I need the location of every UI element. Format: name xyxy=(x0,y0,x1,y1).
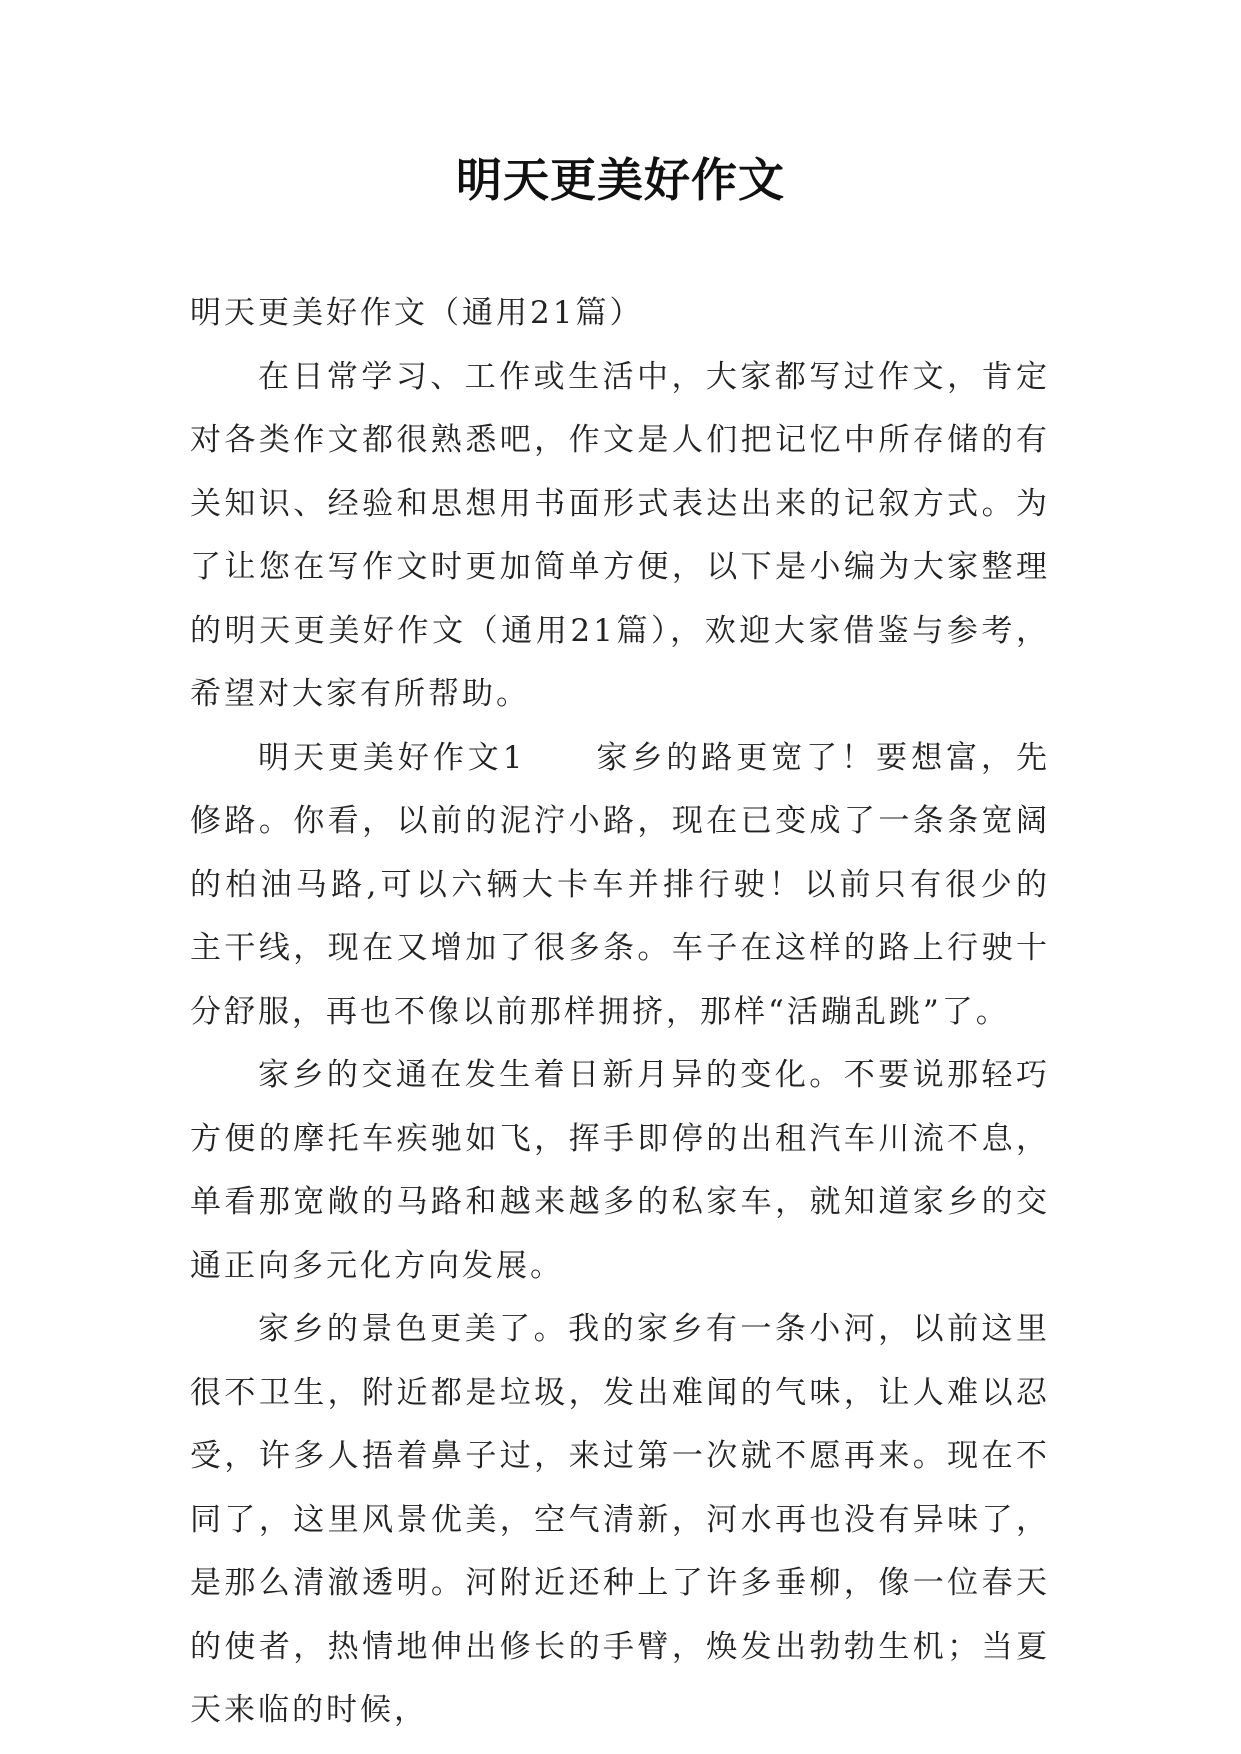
document-title: 明天更美好作文 xyxy=(456,153,785,207)
intro-paragraph: 在日常学习、工作或生活中，大家都写过作文，肯定对各类作文都很熟悉吧，作文是人们把记忆中所存储的有关知识、经验和思想用书面形式表达出来的记叙方式。为了让您在写作文时更加简单方便，以下是小编为大家整理的明天更美好作文（通用21篇），欢迎大家借鉴与参考，希望对大家有所帮助。 xyxy=(190,358,1050,712)
document-body xyxy=(190,282,1050,1743)
essay-1-paragraph-3: 家乡的景色更美了。我的家乡有一条小河，以前这里很不卫生，附近都是垃圾，发出难闻的气味，让人难以忍受，许多人捂着鼻子过，来过第一次就不愿再来。现在不同了，这里风景优美，空气清新，河水再也没有异味了，是那么清澈透明。河附近还种上了许多垂柳，像一位春天的使者，热情地伸出修长的手臂，焕发出勃勃生机；当夏天来临的时候， xyxy=(190,1311,1050,1728)
essay-1-paragraph-2: 家乡的交通在发生着日新月异的变化。不要说那轻巧方便的摩托车疾驰如飞，挥手即停的出租汽车川流不息，单看那宽敞的马路和越来越多的私家车，就知道家乡的交通正向多元化方向发展。 xyxy=(190,1057,1050,1284)
essay-1-paragraph-1: 明天更美好作文1 家乡的路更宽了！要想富，先修路。你看，以前的泥泞小路，现在已变成了一条条宽阔的柏油马路,可以六辆大卡车并排行驶！以前只有很少的主干线，现在又增加了很多条。车子在这样的路上行驶十分舒服，再也不像以前那样拥挤，那样“活蹦乱跳”了。 xyxy=(190,739,1050,1030)
subtitle-paragraph: 明天更美好作文（通用21篇） xyxy=(190,295,644,331)
